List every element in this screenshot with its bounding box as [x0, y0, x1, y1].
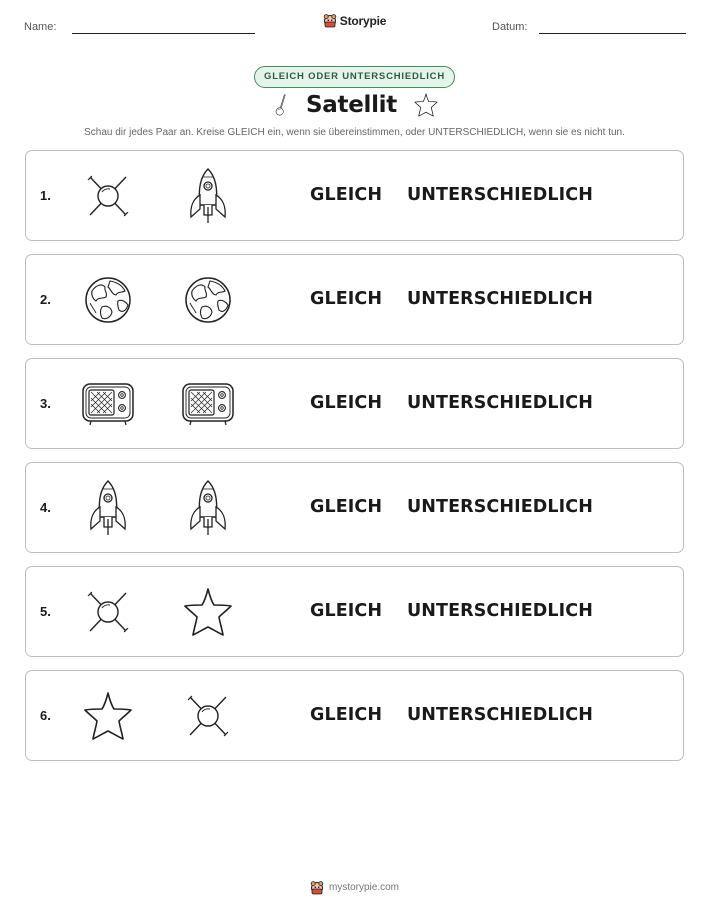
rocket-icon: [178, 165, 238, 227]
radio-icon: [178, 373, 238, 435]
option-same[interactable]: GLEICH: [310, 185, 383, 205]
satellite-icon: [178, 685, 238, 747]
date-label: Datum:: [492, 21, 528, 33]
satellite-icon: [78, 581, 138, 643]
instructions: Schau dir jedes Paar an. Kreise GLEICH ein, wenn sie übereinstimmen, oder UNTERSCHIEDLICH, wenn sie es nicht tun.: [84, 127, 625, 138]
radio-icon: [78, 373, 138, 435]
row-number: 5.: [40, 604, 51, 619]
row-number: 1.: [40, 188, 51, 203]
satellite-icon: [268, 90, 294, 120]
row-number: 4.: [40, 500, 51, 515]
row-number: 2.: [40, 292, 51, 307]
option-same[interactable]: GLEICH: [310, 705, 383, 725]
option-same[interactable]: GLEICH: [310, 497, 383, 517]
satellite-icon: [78, 581, 138, 643]
option-different[interactable]: UNTERSCHIEDLICH: [407, 289, 593, 309]
option-same[interactable]: GLEICH: [310, 393, 383, 413]
rocket-icon: [178, 165, 238, 227]
star-icon: [78, 685, 138, 747]
name-line[interactable]: [72, 33, 255, 34]
star-icon: [78, 685, 138, 747]
topic-badge: GLEICH ODER UNTERSCHIEDLICH: [254, 66, 455, 88]
brand: [0, 13, 709, 33]
rocket-icon: [178, 477, 238, 539]
earth-icon: [78, 269, 138, 331]
satellite-icon: [78, 165, 138, 227]
exercise-row: [25, 150, 684, 241]
title-row: [0, 90, 709, 120]
option-different[interactable]: UNTERSCHIEDLICH: [407, 393, 593, 413]
name-label: Name:: [24, 21, 57, 33]
option-different[interactable]: UNTERSCHIEDLICH: [407, 497, 593, 517]
exercise-row: [25, 462, 684, 553]
star-icon: [411, 90, 441, 120]
rocket-icon: [78, 477, 138, 539]
option-different[interactable]: UNTERSCHIEDLICH: [407, 705, 593, 725]
earth-icon: [178, 269, 238, 331]
rocket-icon: [78, 477, 138, 539]
star-icon: [178, 581, 238, 643]
exercise-row: [25, 566, 684, 657]
row-number: 3.: [40, 396, 51, 411]
row-number: 6.: [40, 708, 51, 723]
satellite-icon: [78, 165, 138, 227]
radio-icon: [178, 373, 238, 435]
rocket-icon: [178, 477, 238, 539]
date-line[interactable]: [539, 33, 686, 34]
brand-name: Storypie: [339, 13, 387, 28]
star-icon: [178, 581, 238, 643]
storypie-logo-icon: [310, 880, 324, 895]
footer: [0, 880, 709, 895]
footer-url[interactable]: mystorypie.com: [328, 882, 399, 893]
option-same[interactable]: GLEICH: [310, 289, 383, 309]
option-different[interactable]: UNTERSCHIEDLICH: [407, 601, 593, 621]
earth-icon: [78, 269, 138, 331]
option-different[interactable]: UNTERSCHIEDLICH: [407, 185, 593, 205]
storypie-logo-icon: [323, 13, 337, 28]
exercise-row: [25, 254, 684, 345]
satellite-icon: [178, 685, 238, 747]
earth-icon: [178, 269, 238, 331]
radio-icon: [78, 373, 138, 435]
exercise-row: [25, 358, 684, 449]
page-title: Satellit: [306, 92, 397, 118]
option-same[interactable]: GLEICH: [310, 601, 383, 621]
exercise-row: [25, 670, 684, 761]
